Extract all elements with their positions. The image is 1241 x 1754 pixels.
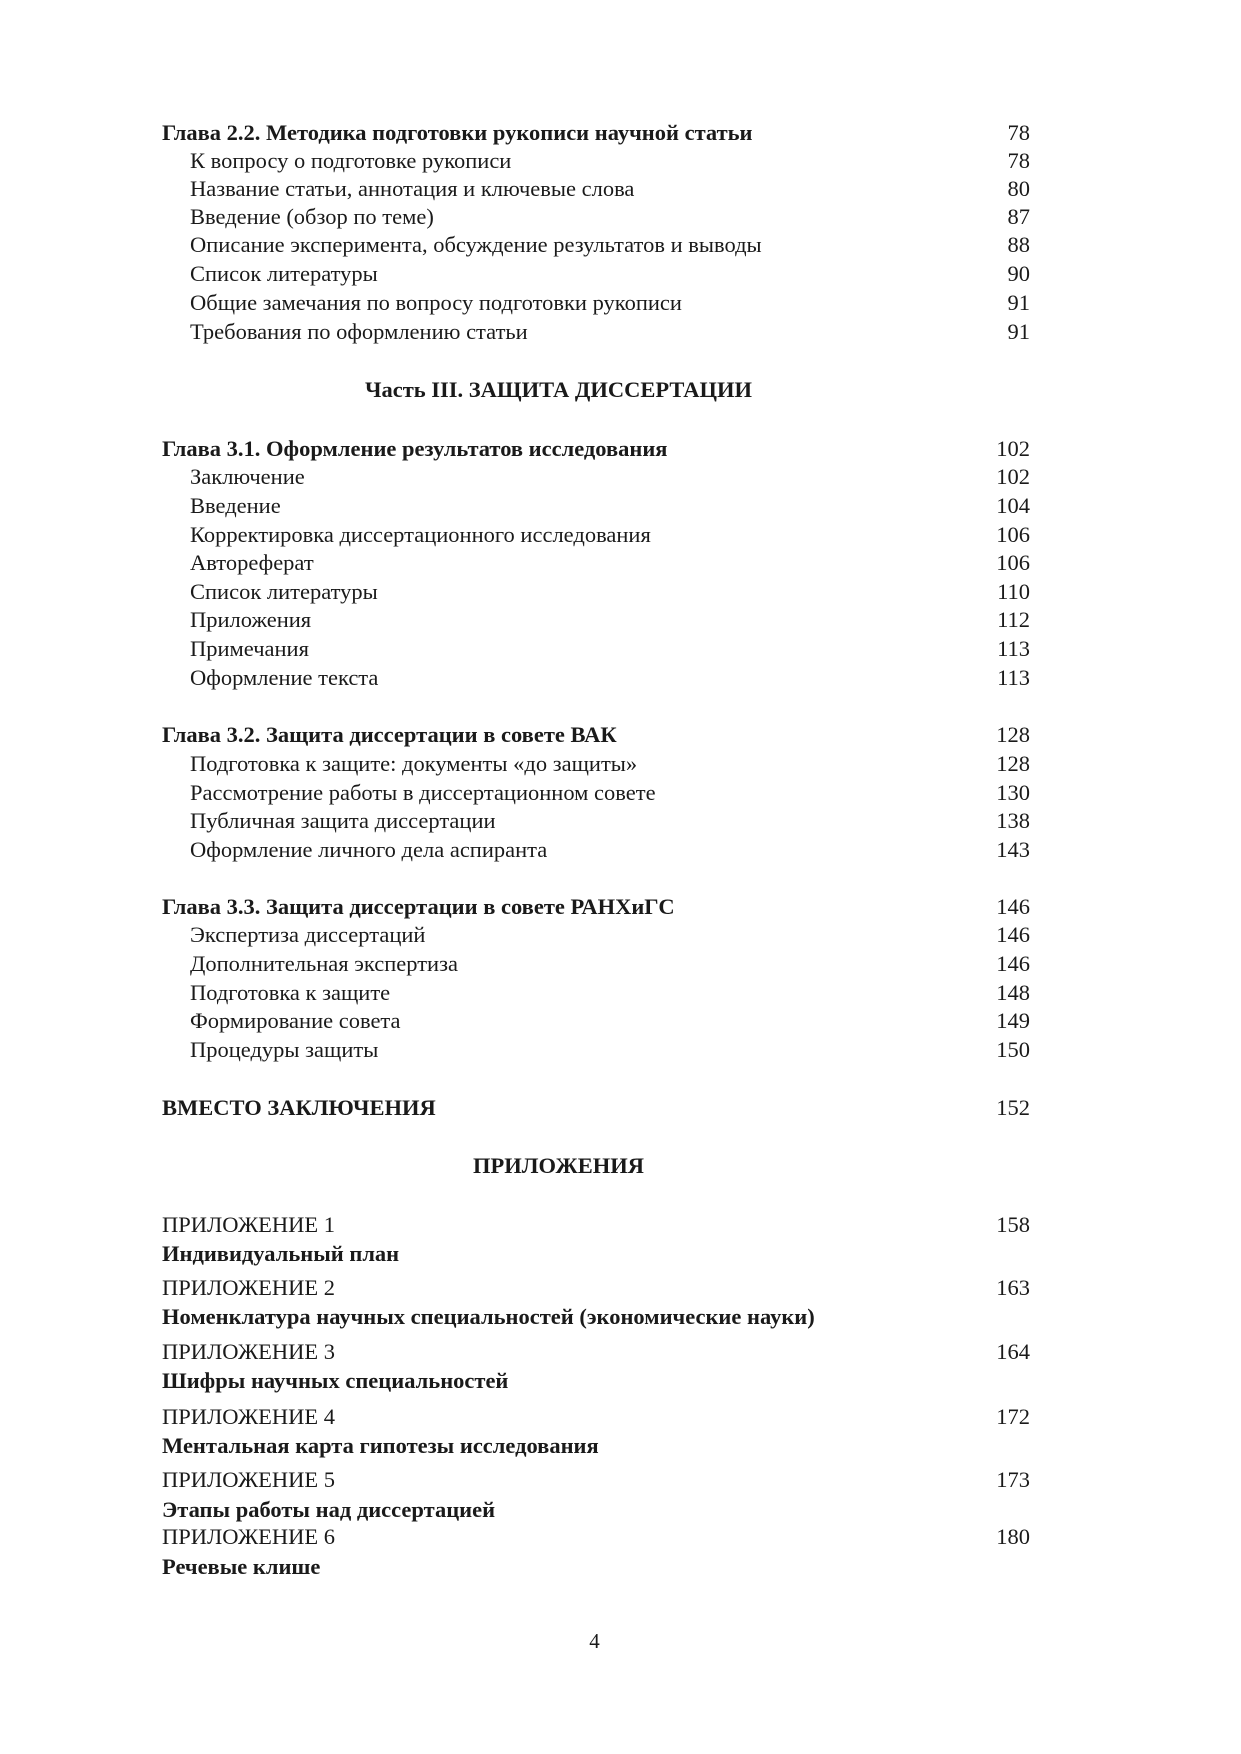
appendix-title: Шифры научных специальностей <box>162 1368 509 1393</box>
page-ref: 149 <box>996 1008 1030 1033</box>
entry-title: Приложения <box>190 607 312 632</box>
page-ref: 173 <box>996 1467 1030 1492</box>
entry-title: Введение <box>190 493 281 518</box>
chapter-title: Глава 3.3. Защита диссертации в совете РАНХиГС <box>162 894 675 919</box>
part-heading: Часть III. ЗАЩИТА ДИССЕРТАЦИИ <box>364 377 753 402</box>
toc-entry <box>162 491 1030 520</box>
page-ref: 80 <box>1007 176 1030 201</box>
toc-entry <box>162 920 1030 949</box>
toc-entry <box>162 634 1030 663</box>
page-ref: 164 <box>996 1339 1030 1364</box>
page-ref: 88 <box>1007 232 1030 257</box>
toc-entry <box>162 605 1030 634</box>
page-ref: 110 <box>997 579 1030 604</box>
appendix-title-row <box>162 1431 1030 1460</box>
chapter-title: Глава 3.2. Защита диссертации в совете ВАК <box>162 722 617 747</box>
page-ref: 87 <box>1007 204 1030 229</box>
toc-entry <box>162 317 1030 346</box>
toc-entry <box>162 202 1030 231</box>
toc-entry <box>162 778 1030 807</box>
appendix-label: ПРИЛОЖЕНИЕ 2 <box>162 1275 335 1300</box>
appendix-label: ПРИЛОЖЕНИЕ 6 <box>162 1524 335 1549</box>
appendix-title-row <box>162 1302 1030 1331</box>
page-ref: 113 <box>997 636 1030 661</box>
entry-title: Примечания <box>190 636 309 661</box>
entry-title: Экспертиза диссертаций <box>190 922 426 947</box>
entry-title: Процедуры защиты <box>190 1037 379 1062</box>
page-ref: 152 <box>996 1095 1030 1120</box>
entry-title: Формирование совета <box>190 1008 401 1033</box>
entry-title: Требования по оформлению статьи <box>190 319 528 344</box>
entry-title: Список литературы <box>190 261 378 286</box>
chapter-title: Глава 2.2. Методика подготовки рукописи научной статьи <box>162 120 753 145</box>
page-ref: 106 <box>996 522 1030 547</box>
toc-chapter-3-2 <box>162 720 1030 749</box>
entry-title: Корректировка диссертационного исследования <box>190 522 651 547</box>
page-ref: 91 <box>1007 319 1030 344</box>
entry-title: Рассмотрение работы в диссертационном совете <box>190 780 656 805</box>
page-ref: 78 <box>1007 148 1030 173</box>
page-ref: 150 <box>996 1037 1030 1062</box>
entry-title: Публичная защита диссертации <box>190 808 496 833</box>
page-number: 4 <box>589 1629 600 1653</box>
toc-entry <box>162 663 1030 692</box>
toc-entry <box>162 288 1030 317</box>
page-ref: 130 <box>996 780 1030 805</box>
page-ref: 113 <box>997 665 1030 690</box>
appendix-title: Индивидуальный план <box>162 1241 400 1266</box>
appendix-title-row <box>162 1239 1030 1268</box>
appendix-title: Речевые клише <box>162 1554 321 1579</box>
appendix-title: Номенклатура научных специальностей (экономические науки) <box>162 1304 815 1329</box>
page-ref: 78 <box>1007 120 1030 145</box>
entry-title: Подготовка к защите <box>190 980 391 1005</box>
appendix-row <box>162 1465 1030 1494</box>
entry-title: К вопросу о подготовке рукописи <box>190 148 512 173</box>
page-ref: 102 <box>996 464 1030 489</box>
toc-entry <box>162 949 1030 978</box>
page-ref: 112 <box>997 607 1030 632</box>
toc-conclusion <box>162 1093 1030 1122</box>
toc-entry <box>162 520 1030 549</box>
appendix-title: Ментальная карта гипотезы исследования <box>162 1433 599 1458</box>
toc-entry <box>162 548 1030 577</box>
page-ref: 128 <box>996 751 1030 776</box>
toc-entry <box>162 230 1030 259</box>
page-ref: 163 <box>996 1275 1030 1300</box>
toc-entry <box>162 1035 1030 1064</box>
page-ref: 180 <box>996 1524 1030 1549</box>
toc-entry <box>162 806 1030 835</box>
toc-entry <box>162 1006 1030 1035</box>
entry-title: Оформление текста <box>190 665 379 690</box>
toc-entry <box>162 577 1030 606</box>
entry-title: Дополнительная экспертиза <box>190 951 458 976</box>
toc-entry <box>162 835 1030 864</box>
toc-entry <box>162 259 1030 288</box>
appendix-row <box>162 1402 1030 1431</box>
appendix-label: ПРИЛОЖЕНИЕ 3 <box>162 1339 335 1364</box>
page-ref: 104 <box>996 493 1030 518</box>
page-ref: 148 <box>996 980 1030 1005</box>
appendix-title: Этапы работы над диссертацией <box>162 1497 496 1522</box>
toc-entry <box>162 462 1030 491</box>
toc-chapter-3-1 <box>162 434 1030 463</box>
page-ref: 138 <box>996 808 1030 833</box>
page-ref: 146 <box>996 922 1030 947</box>
entry-title: Оформление личного дела аспиранта <box>190 837 548 862</box>
entry-title: Название статьи, аннотация и ключевые слова <box>190 176 635 201</box>
entry-title: Подготовка к защите: документы «до защиты» <box>190 751 638 776</box>
entry-title: Введение (обзор по теме) <box>190 204 434 229</box>
page-ref: 90 <box>1007 261 1030 286</box>
toc-entry <box>162 174 1030 203</box>
entry-title: Описание эксперимента, обсуждение результатов и выводы <box>190 232 762 257</box>
page-ref: 172 <box>996 1404 1030 1429</box>
appendix-row <box>162 1337 1030 1366</box>
page-ref: 158 <box>996 1212 1030 1237</box>
toc-entry <box>162 146 1030 175</box>
appendix-title-row <box>162 1495 1030 1524</box>
page-ref: 106 <box>996 550 1030 575</box>
appendix-title-row <box>162 1552 1030 1581</box>
page-ref: 146 <box>996 894 1030 919</box>
page-ref: 91 <box>1007 290 1030 315</box>
appendix-row <box>162 1522 1030 1551</box>
appendix-title-row <box>162 1366 1030 1395</box>
appendix-row <box>162 1210 1030 1239</box>
entry-title: Общие замечания по вопросу подготовки рукописи <box>190 290 682 315</box>
page-ref: 146 <box>996 951 1030 976</box>
appendix-label: ПРИЛОЖЕНИЕ 1 <box>162 1212 335 1237</box>
appendix-label: ПРИЛОЖЕНИЕ 5 <box>162 1467 335 1492</box>
appendix-label: ПРИЛОЖЕНИЕ 4 <box>162 1404 335 1429</box>
toc-entry <box>162 749 1030 778</box>
toc-chapter-2-2 <box>162 118 1030 147</box>
chapter-title: Глава 3.1. Оформление результатов исследования <box>162 436 668 461</box>
page-ref: 102 <box>996 436 1030 461</box>
toc-entry <box>162 978 1030 1007</box>
page-ref: 143 <box>996 837 1030 862</box>
appendix-row <box>162 1273 1030 1302</box>
entry-title: Автореферат <box>190 550 314 575</box>
toc-chapter-3-3 <box>162 892 1030 921</box>
entry-title: Заключение <box>190 464 305 489</box>
appendices-heading: ПРИЛОЖЕНИЯ <box>473 1153 644 1178</box>
conclusion-title: ВМЕСТО ЗАКЛЮЧЕНИЯ <box>162 1095 436 1120</box>
entry-title: Список литературы <box>190 579 378 604</box>
page-ref: 128 <box>996 722 1030 747</box>
